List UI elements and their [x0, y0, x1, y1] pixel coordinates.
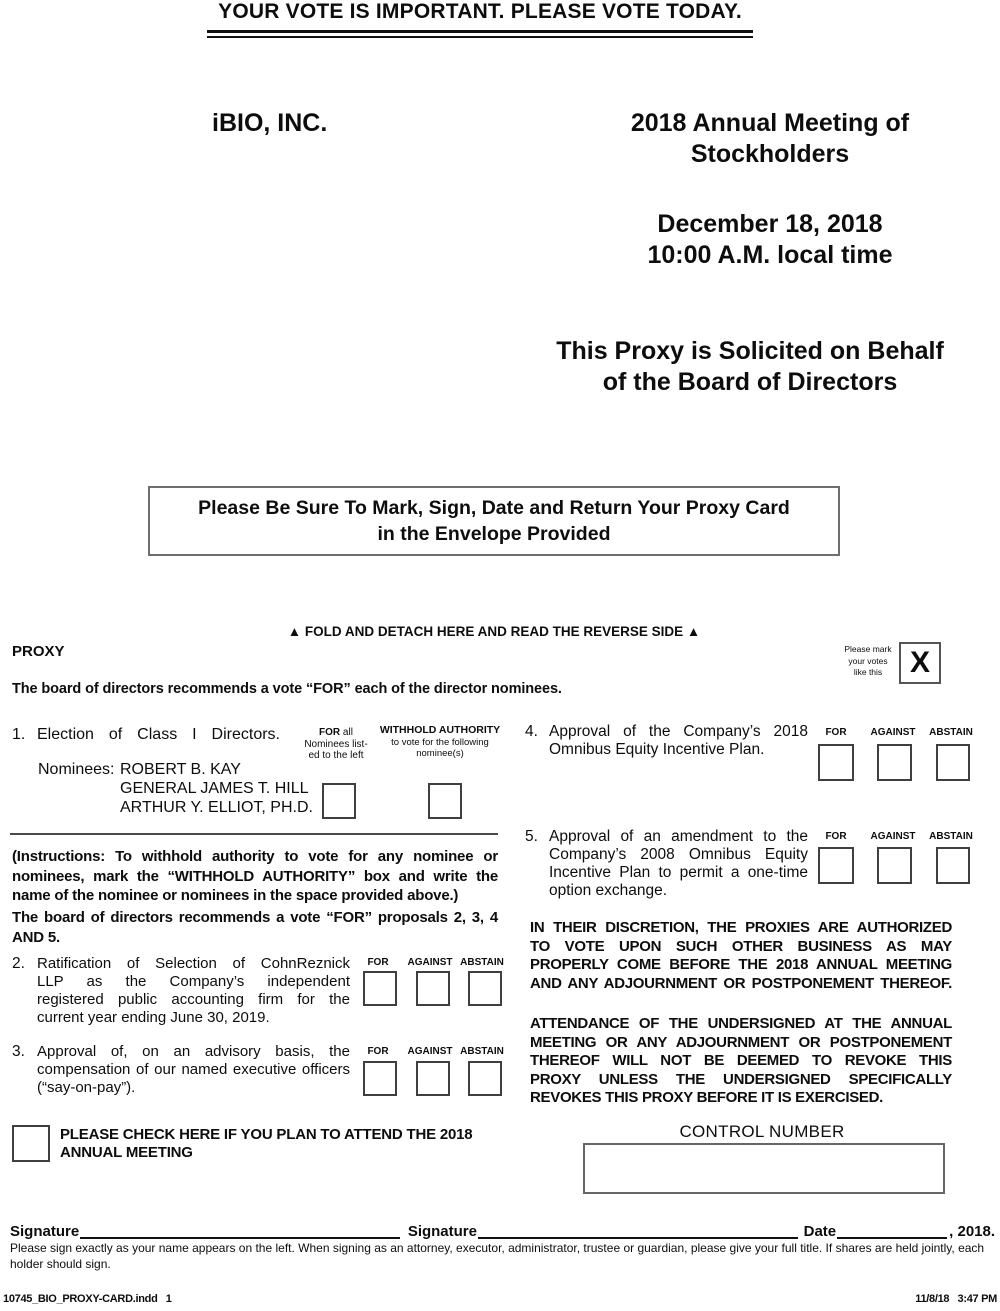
signature-note: Please sign exactly as your name appears on the left. When signing as an attorney, executor, administrator, trustee or guardian, please give your full title. If shares are held jointly, each holder should sign. [10, 1241, 985, 1271]
meeting-datetime [540, 209, 1000, 271]
p4-abstain-checkbox[interactable] [936, 744, 970, 781]
p3-against-checkbox[interactable] [416, 1061, 450, 1096]
nominee-3: ARTHUR Y. ELLIOT, PH.D. [120, 799, 313, 816]
date-label: Date [803, 1223, 837, 1240]
nominees-list [120, 760, 313, 817]
proposal4-text: Approval of the Company’s 2018 Omnibus Equity Incentive Plan. [549, 723, 808, 758]
for-all-nominees-header: FOR all Nominees list- ed to the left [304, 727, 368, 761]
top-banner: YOUR VOTE IS IMPORTANT. PLEASE VOTE TODAY. [218, 0, 742, 23]
p5-abstain-header: ABSTAIN [929, 831, 973, 842]
meeting-date: December 18, 2018 [657, 210, 883, 238]
left-column-divider [10, 833, 498, 835]
control-number-label: CONTROL NUMBER [679, 1122, 845, 1141]
p3-abstain-checkbox[interactable] [468, 1061, 502, 1096]
signature-row [10, 1222, 995, 1240]
p2-against-header: AGAINST [407, 957, 453, 968]
p2-abstain-header: ABSTAIN [460, 957, 504, 968]
p1-for-all-checkbox[interactable] [322, 783, 356, 819]
nominee-2: GENERAL JAMES T. HILL [120, 780, 309, 797]
year-suffix: , 2018. [949, 1223, 996, 1240]
p2-abstain-checkbox[interactable] [468, 971, 502, 1006]
nominees-label: Nominees: [38, 761, 115, 778]
reminder-box [148, 486, 840, 556]
proxy-label: PROXY [12, 643, 65, 660]
proposal5-text: Approval of an amendment to the Company’s 2008 Omnibus Equity Incentive Plan to permit a one-time option exchange. [549, 828, 808, 899]
attend-meeting-checkbox[interactable] [12, 1125, 50, 1162]
p3-abstain-header: ABSTAIN [460, 1046, 504, 1057]
proposal4-number: 4. [525, 723, 538, 740]
signature-line-1[interactable] [80, 1223, 400, 1239]
footer-timestamp: 11/8/18 3:47 PM [915, 1293, 997, 1305]
meeting-title [540, 108, 1000, 170]
p2-for-checkbox[interactable] [363, 971, 397, 1006]
footer-filename: 10745_BIO_PROXY-CARD.indd 1 [3, 1293, 172, 1305]
proposal2-text: Ratification of Selection of CohnReznick LLP as the Company’s independent registered public accounting firm for the current year ending June 30, 2019. [37, 955, 350, 1026]
p2-for-header: FOR [367, 957, 389, 968]
signature2-label: Signature [407, 1223, 477, 1240]
solicitation-line2: of the Board of Directors [602, 368, 898, 396]
proposal3-number: 3. [12, 1043, 25, 1060]
p3-for-checkbox[interactable] [363, 1061, 397, 1096]
solicitation-title [500, 336, 1000, 398]
attend-meeting-label: PLEASE CHECK HERE IF YOU PLAN TO ATTEND THE 2018 ANNUAL MEETING [60, 1126, 473, 1161]
date-line[interactable] [837, 1223, 947, 1239]
attendance-paragraph: ATTENDANCE OF THE UNDERSIGNED AT THE ANNUAL MEETING OR ANY ADJOURNMENT OR POSTPONEMENT THEREOF WILL NOT BE DEEMED TO REVOKE THIS PROXY UNLESS THE UNDERSIGNED SPECIFICALLY REVOKES THIS PROXY BEFORE IT IS EXERCISED. [530, 1015, 952, 1106]
proposal1-text: Election of Class I Directors. [37, 726, 280, 743]
for-all-rest: all [340, 727, 353, 738]
reminder-line1: Please Be Sure To Mark, Sign, Date and Return Your Proxy Card [198, 497, 790, 519]
proposal2-number: 2. [12, 955, 25, 972]
meeting-time: 10:00 A.M. local time [647, 241, 893, 269]
p5-for-header: FOR [825, 831, 847, 842]
p3-against-header: AGAINST [407, 1046, 453, 1057]
recommendation-nominees: The board of directors recommends a vote “FOR” each of the director nominees. [12, 681, 562, 697]
p4-against-header: AGAINST [870, 727, 916, 738]
control-number-box[interactable] [583, 1143, 945, 1194]
p2-against-checkbox[interactable] [416, 971, 450, 1006]
meeting-title-line2: Stockholders [690, 140, 850, 168]
sample-mark-box: X [899, 642, 941, 684]
proposal1-number: 1. [12, 726, 26, 743]
company-name: iBIO, INC. [212, 109, 328, 137]
signature1-label: Signature [10, 1223, 80, 1240]
top-banner-wrap [0, 0, 960, 38]
fold-detach-line: ▲ FOLD AND DETACH HERE AND READ THE REVERSE SIDE ▲ [287, 624, 701, 639]
p5-for-checkbox[interactable] [818, 847, 854, 884]
proposal3-text: Approval of, on an advisory basis, the compensation of our named executive officers (“say-on-pay”). [37, 1043, 350, 1096]
p4-for-checkbox[interactable] [818, 744, 854, 781]
withhold-authority-header: WITHHOLD AUTHORITY to vote for the following nominee(s) [379, 724, 501, 759]
p4-for-header: FOR [825, 727, 847, 738]
p5-against-checkbox[interactable] [877, 847, 912, 884]
p4-abstain-header: ABSTAIN [929, 727, 973, 738]
withhold-instructions: (Instructions: To withhold authority to vote for any nominee or nominees, mark the “WITHHOLD AUTHORITY” box and write the name of the nominee or nominees in the space provided above.) [12, 848, 498, 904]
p3-for-header: FOR [367, 1046, 389, 1057]
reminder-line2: in the Envelope Provided [377, 523, 611, 545]
for-all-bold: FOR [319, 727, 341, 738]
banner-underline [207, 30, 753, 38]
nominee-1: ROBERT B. KAY [120, 761, 241, 778]
p5-abstain-checkbox[interactable] [936, 847, 970, 884]
discretion-paragraph: IN THEIR DISCRETION, THE PROXIES ARE AUTHORIZED TO VOTE UPON SUCH OTHER BUSINESS AS MAY PROPERLY COME BEFORE THE 2018 ANNUAL MEETING AND ANY ADJOURNMENT OR POSTPONEMENT THEREOF. [530, 919, 952, 992]
p4-against-checkbox[interactable] [877, 744, 912, 781]
p1-withhold-checkbox[interactable] [428, 783, 462, 819]
solicitation-line1: This Proxy is Solicited on Behalf [556, 337, 944, 365]
mark-votes-note: Please mark your votes like this [844, 644, 892, 677]
signature-line-2[interactable] [478, 1223, 798, 1239]
p5-against-header: AGAINST [870, 831, 916, 842]
proposal5-number: 5. [525, 828, 538, 845]
recommendation-proposals: The board of directors recommends a vote “FOR” proposals 2, 3, 4 AND 5. [12, 909, 498, 946]
meeting-title-line1: 2018 Annual Meeting of [630, 109, 910, 137]
